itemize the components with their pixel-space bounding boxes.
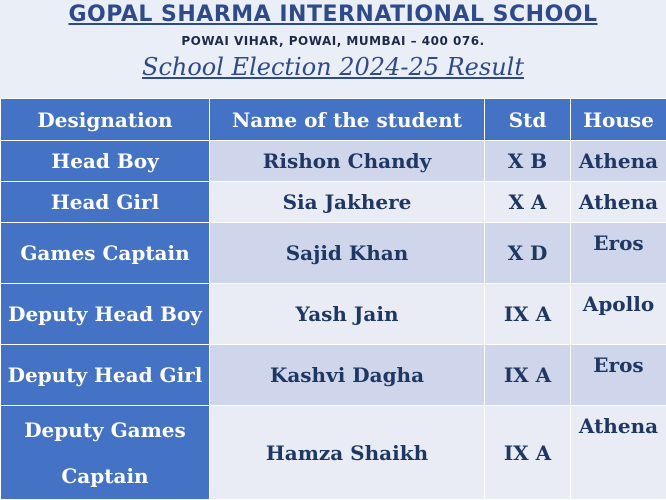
designation-line-2: Captain (61, 463, 149, 488)
house-cell: Athena (571, 406, 666, 500)
designation-cell: Head Boy (1, 141, 210, 182)
student-name-cell: Rishon Chandy (210, 141, 485, 182)
election-title: School Election 2024-25 Result (142, 53, 524, 81)
house-cell: Athena (571, 182, 666, 223)
student-name-cell: Sia Jakhere (210, 182, 485, 223)
table-row (1, 141, 666, 182)
house-cell: Eros (571, 345, 666, 406)
std-cell: IX A (485, 406, 571, 500)
table-row (1, 182, 666, 223)
column-header-designation: Designation (1, 99, 210, 141)
designation-cell (1, 406, 210, 500)
student-name-cell: Hamza Shaikh (210, 406, 485, 500)
designation-cell: Head Girl (1, 182, 210, 223)
designation-cell: Games Captain (1, 223, 210, 284)
table-header-row (1, 99, 666, 141)
student-name-cell: Sajid Khan (210, 223, 485, 284)
student-name-cell: Kashvi Dagha (210, 345, 485, 406)
column-header-name: Name of the student (210, 99, 485, 141)
designation-line-1: Deputy Games (24, 417, 186, 442)
std-cell: IX A (485, 345, 571, 406)
school-address: POWAI VIHAR, POWAI, MUMBAI – 400 076. (181, 34, 485, 48)
house-cell: Athena (571, 141, 666, 182)
house-cell: Apollo (571, 284, 666, 345)
std-cell: IX A (485, 284, 571, 345)
school-name: GOPAL SHARMA INTERNATIONAL SCHOOL (68, 2, 598, 27)
table-row (1, 345, 666, 406)
designation-cell: Deputy Head Girl (1, 345, 210, 406)
std-cell: X A (485, 182, 571, 223)
header (0, 0, 666, 98)
student-name-cell: Yash Jain (210, 284, 485, 345)
std-cell: X D (485, 223, 571, 284)
table-row (1, 406, 666, 500)
table-row (1, 284, 666, 345)
std-cell: X B (485, 141, 571, 182)
column-header-house: House (571, 99, 666, 141)
designation-cell: Deputy Head Boy (1, 284, 210, 345)
house-cell: Eros (571, 223, 666, 284)
column-header-std: Std (485, 99, 571, 141)
table-row (1, 223, 666, 284)
results-table (0, 98, 666, 500)
